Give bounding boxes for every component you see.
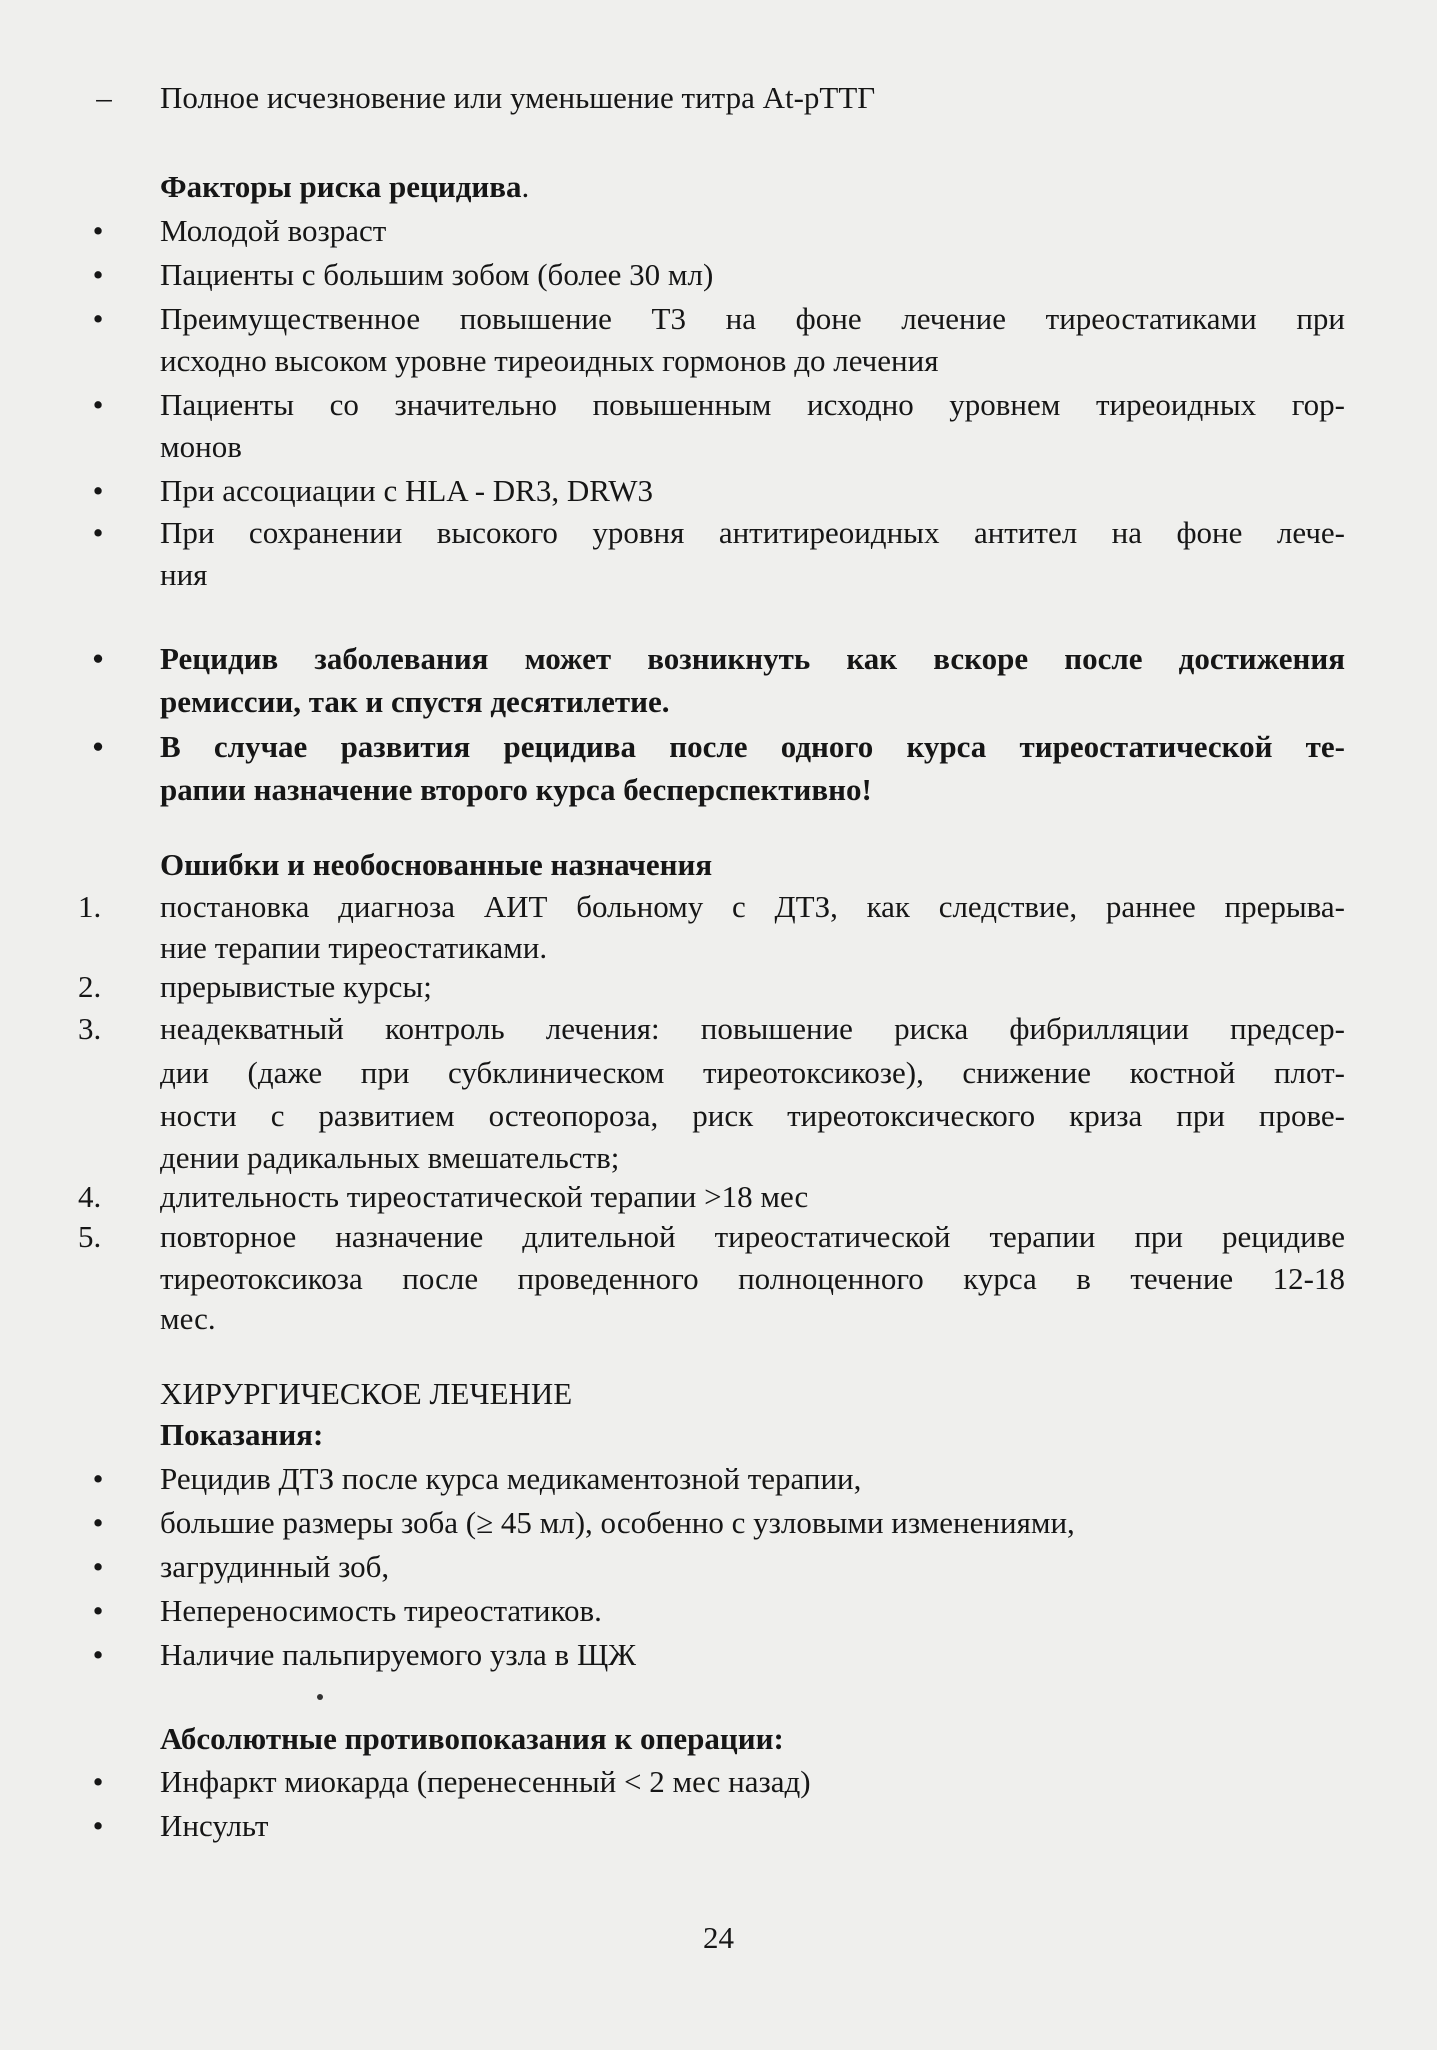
heading-text: Абсолютные противопоказания к операции: xyxy=(160,1721,784,1756)
list-item-text: ремиссии, так и спустя десятилетие. xyxy=(160,684,670,719)
list-item-text: исходно высоком уровне тиреоидных гормонов до лечения xyxy=(160,343,939,378)
list-item-text: дении радикальных вмешательств; xyxy=(160,1140,620,1175)
bullet-icon: • xyxy=(92,1461,104,1496)
item-number: 4. xyxy=(78,1179,102,1214)
list-item-text: мес. xyxy=(160,1301,216,1336)
list-item-text: При ассоциации с HLA - DR3, DRW3 xyxy=(160,473,653,508)
list-item-text: большие размеры зоба (≥ 45 мл), особенно с узловыми изменениями, xyxy=(160,1505,1075,1540)
list-item-text: дии (даже при субклиническом тиреотоксикозе), снижение костной плот- xyxy=(160,1055,1345,1090)
bullet-icon: • xyxy=(92,301,104,336)
heading-text: Показания: xyxy=(160,1417,324,1452)
list-item-text: Непереносимость тиреостатиков. xyxy=(160,1593,602,1628)
stray-dot xyxy=(317,1694,323,1700)
list-item-text: При сохранении высокого уровня антитиреоидных антител на фоне лече- xyxy=(160,515,1345,550)
bullet-icon: • xyxy=(92,1549,104,1584)
bullet-icon: • xyxy=(92,473,104,508)
list-item-text: повторное назначение длительной тиреостатической терапии при рецидиве xyxy=(160,1219,1345,1254)
heading-text: ХИРУРГИЧЕСКОЕ ЛЕЧЕНИЕ xyxy=(160,1376,573,1411)
list-item-text: Наличие пальпируемого узла в ЩЖ xyxy=(160,1637,636,1672)
list-item-text: Инфаркт миокарда (перенесенный < 2 мес назад) xyxy=(160,1764,811,1799)
bullet-icon: • xyxy=(92,729,104,764)
page-number: 24 xyxy=(703,1920,734,1955)
bullet-icon: • xyxy=(92,213,104,248)
list-item-text: загрудинный зоб, xyxy=(160,1549,390,1584)
list-item-text: Преимущественное повышение Т3 на фоне лечение тиреостатиками при xyxy=(160,301,1345,336)
list-item-text: Пациенты с большим зобом (более 30 мл) xyxy=(160,257,714,292)
bullet-icon: • xyxy=(92,1593,104,1628)
list-item-text: монов xyxy=(160,429,242,464)
heading-period: . xyxy=(521,169,530,204)
bullet-icon: • xyxy=(92,387,104,422)
item-number: 5. xyxy=(78,1219,102,1254)
list-item-text: Рецидив ДТЗ после курса медикаментозной терапии, xyxy=(160,1461,862,1496)
bullet-icon: • xyxy=(92,1764,104,1799)
bullet-icon: • xyxy=(92,1637,104,1672)
item-number: 3. xyxy=(78,1011,102,1046)
list-item-text: В случае развития рецидива после одного курса тиреостатической те- xyxy=(160,729,1345,764)
list-item-text: прерывистые курсы; xyxy=(160,969,432,1004)
heading-text: Факторы риска рецидива xyxy=(160,169,522,204)
bullet-icon: • xyxy=(92,1505,104,1540)
list-item-text: Пациенты со значительно повышенным исходно уровнем тиреоидных гор- xyxy=(160,387,1345,422)
list-item-text: ния xyxy=(160,557,208,592)
item-number: 2. xyxy=(78,969,102,1004)
item-number: 1. xyxy=(78,889,102,924)
list-item-text: рапии назначение второго курса бесперспективно! xyxy=(160,772,872,807)
list-item-text: постановка диагноза АИТ больному с ДТЗ, как следствие, раннее прерыва- xyxy=(160,889,1345,924)
list-item-text: длительность тиреостатической терапии >18 мес xyxy=(160,1179,809,1214)
list-item-text: ности с развитием остеопороза, риск тиреотоксического криза при прове- xyxy=(160,1098,1345,1133)
bullet-icon: • xyxy=(92,257,104,292)
bullet-icon: • xyxy=(92,515,104,550)
list-item-text: Рецидив заболевания может возникнуть как вскоре после достижения xyxy=(160,641,1345,676)
list-item-text: неадекватный контроль лечения: повышение риска фибрилляции предсер- xyxy=(160,1011,1345,1046)
list-item-text: ние терапии тиреостатиками. xyxy=(160,930,548,965)
heading-text: Ошибки и необоснованные назначения xyxy=(160,847,713,882)
list-item-text: тиреотоксикоза после проведенного полноценного курса в течение 12-18 xyxy=(160,1261,1345,1296)
list-item-text: Молодой возраст xyxy=(160,213,387,248)
list-item-text: Инсульт xyxy=(160,1808,269,1843)
bullet-icon: • xyxy=(92,1808,104,1843)
bullet-icon: • xyxy=(92,641,104,676)
list-item-text: Полное исчезновение или уменьшение титра At-рТТГ xyxy=(160,80,876,115)
dash-marker: – xyxy=(96,80,112,115)
